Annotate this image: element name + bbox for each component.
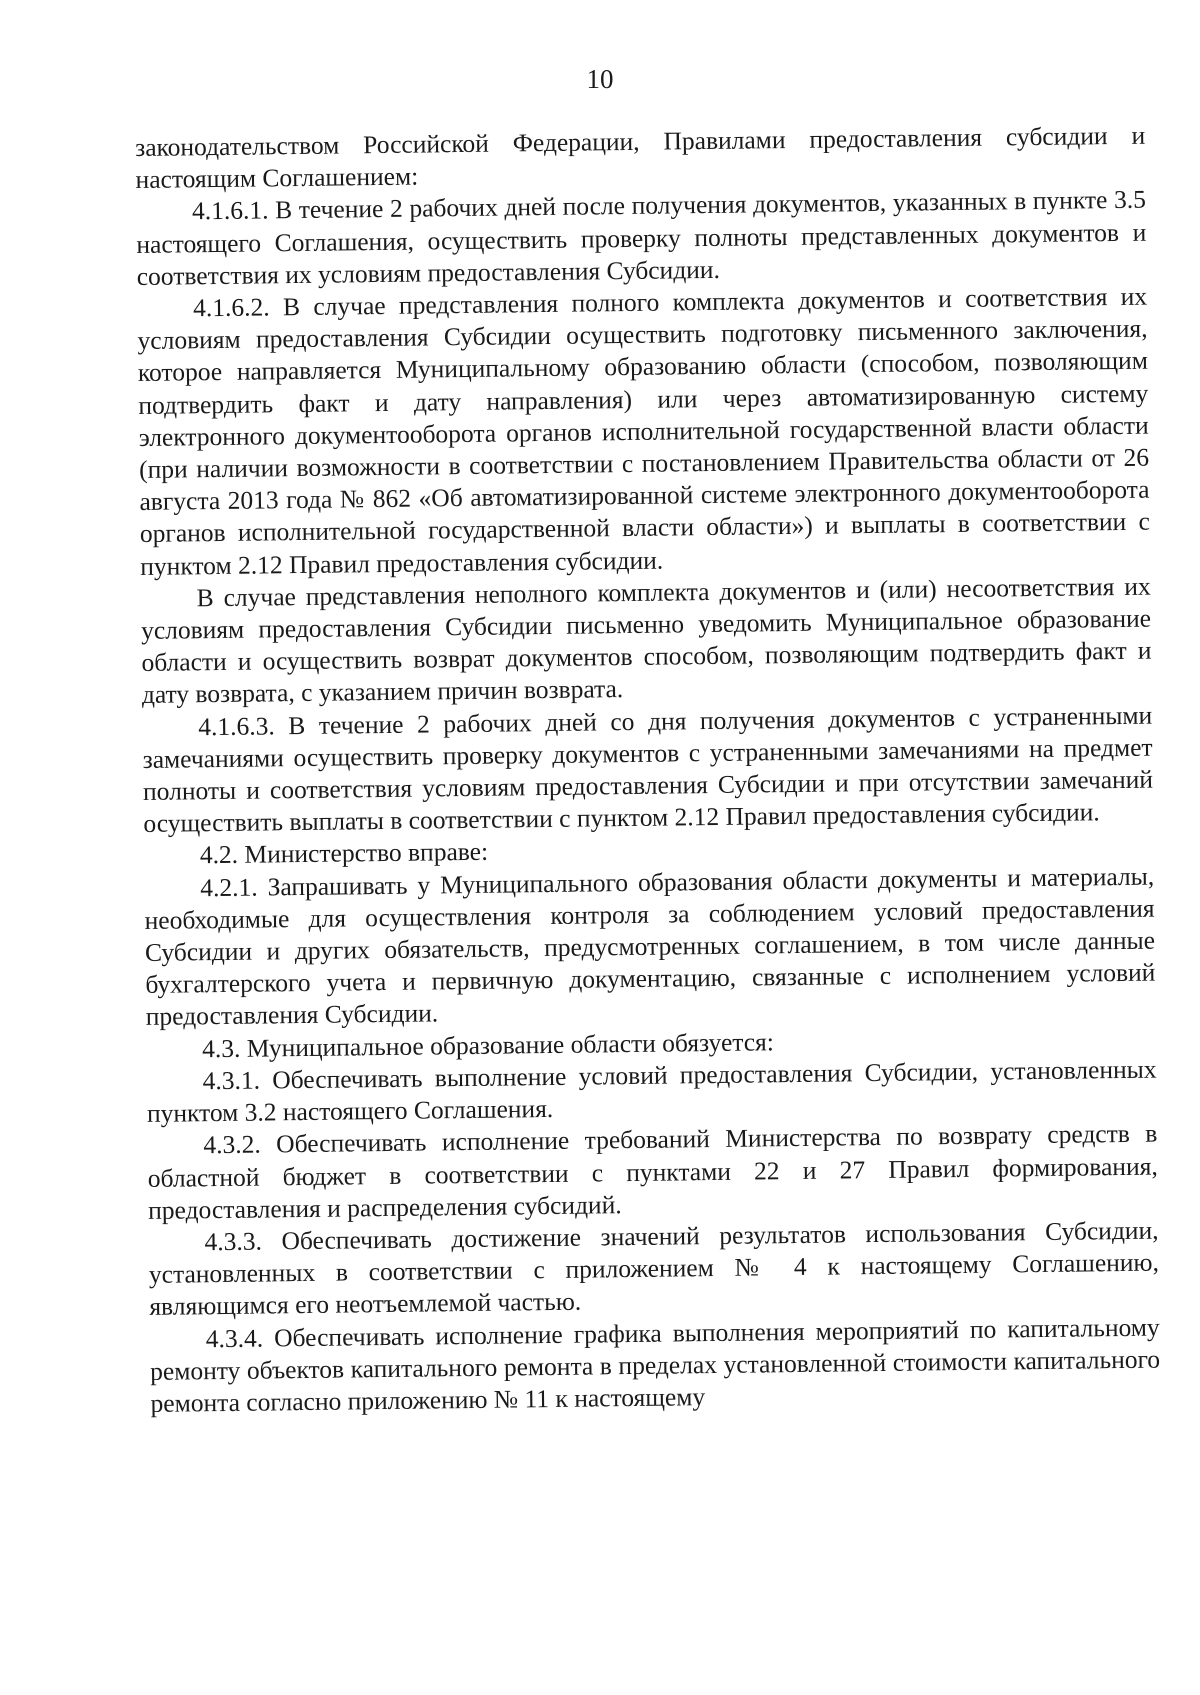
paragraph-4-1-6-1: 4.1.6.1. В течение 2 рабочих дней после получения документов, указанных в пункте 3.5 настоящего Соглашения, осуществить проверку полноты представленных документов и соответствия их условиям предоставления Субсидии. xyxy=(136,185,1147,291)
paragraph-4-2-1: 4.2.1. Запрашивать у Муниципального образования области документы и материалы, необходимые для осуществления контроля за соблюдением условий предоставления Субсидии и других обязательств, предусмотренных соглашением, в том числе данные бухгалтерского учета и первичную документацию, связанные с исполнением условий предоставления Субсидии. xyxy=(144,861,1156,1032)
paragraph-4-3: 4.3. Муниципальное образование области обязуется: xyxy=(202,1026,775,1063)
paragraph-4-3-1: 4.3.1. Обеспечивать выполнение условий предоставления Субсидии, установленных пунктом 3.2 настоящего Соглашения. xyxy=(146,1054,1157,1129)
paragraph-4-3-4: 4.3.4. Обеспечивать исполнение графика выполнения мероприятий по капитальному ремонту объектов капитального ремонта в пределах установленной стоимости капитального ремонта согласно приложению № 11 к настоящему xyxy=(149,1312,1161,1418)
paragraph-4-1-6-2: 4.1.6.2. В случае представления полного комплекта документов и соответствия их условиям предоставления Субсидии осуществить подготовку письменного заключения, которое направляется Муниципальному образованию области (способом, позволяющим подтвердить факт и дату направления) или через автоматизированную систему электронного документооборота органов исполнительной государственной власти области (при наличии возможности в соответствии с постановлением Правительства области от 26 августа 2013 года № 862 «Об автоматизированной системе электронного документооборота органов исполнительной государственной власти области») и выплаты в соответствии с пунктом 2.12 Правил предоставления субсидии. xyxy=(137,281,1151,581)
document-body xyxy=(135,120,1161,1420)
paragraph-4-3-3: 4.3.3. Обеспечивать достижение значений результатов использования Субсидии, установленных в соответствии с приложением № 4 к настоящему Соглашению, являющимся его неотъемлемой частью. xyxy=(148,1215,1160,1322)
paragraph-4-1-6-3: 4.1.6.3. В течение 2 рабочих дней со дня получения документов с устраненными замечаниями осуществить проверку документов с устраненными замечаниями на предмет полноты и соответствия условиям предоставления Субсидии и при отсутствии замечаний осуществить выплаты в соответствии с пунктом 2.12 Правил предоставления субсидии. xyxy=(142,700,1154,839)
paragraph-4-3-2: 4.3.2. Обеспечивать исполнение требований Министерства по возврату средств в областной бюджет в соответствии с пунктами 22 и 27 Правил формирования, предоставления и распределения субсидий. xyxy=(147,1118,1158,1225)
paragraph-incomplete-documents: В случае представления неполного комплекта документов и (или) несоответствия их условиям предоставления Субсидии письменно уведомить Муниципальное образование области и осуществить возврат документов способом, позволяющим подтвердить факт и дату возврата, с указанием причин возврата. xyxy=(140,571,1152,710)
page-number: 10 xyxy=(586,64,614,94)
paragraph-continuation: законодательством Российской Федерации, Правилами предоставления субсидии и настоящим Соглашением: xyxy=(135,120,1146,195)
paragraph-4-2: 4.2. Министерство вправе: xyxy=(199,837,489,870)
